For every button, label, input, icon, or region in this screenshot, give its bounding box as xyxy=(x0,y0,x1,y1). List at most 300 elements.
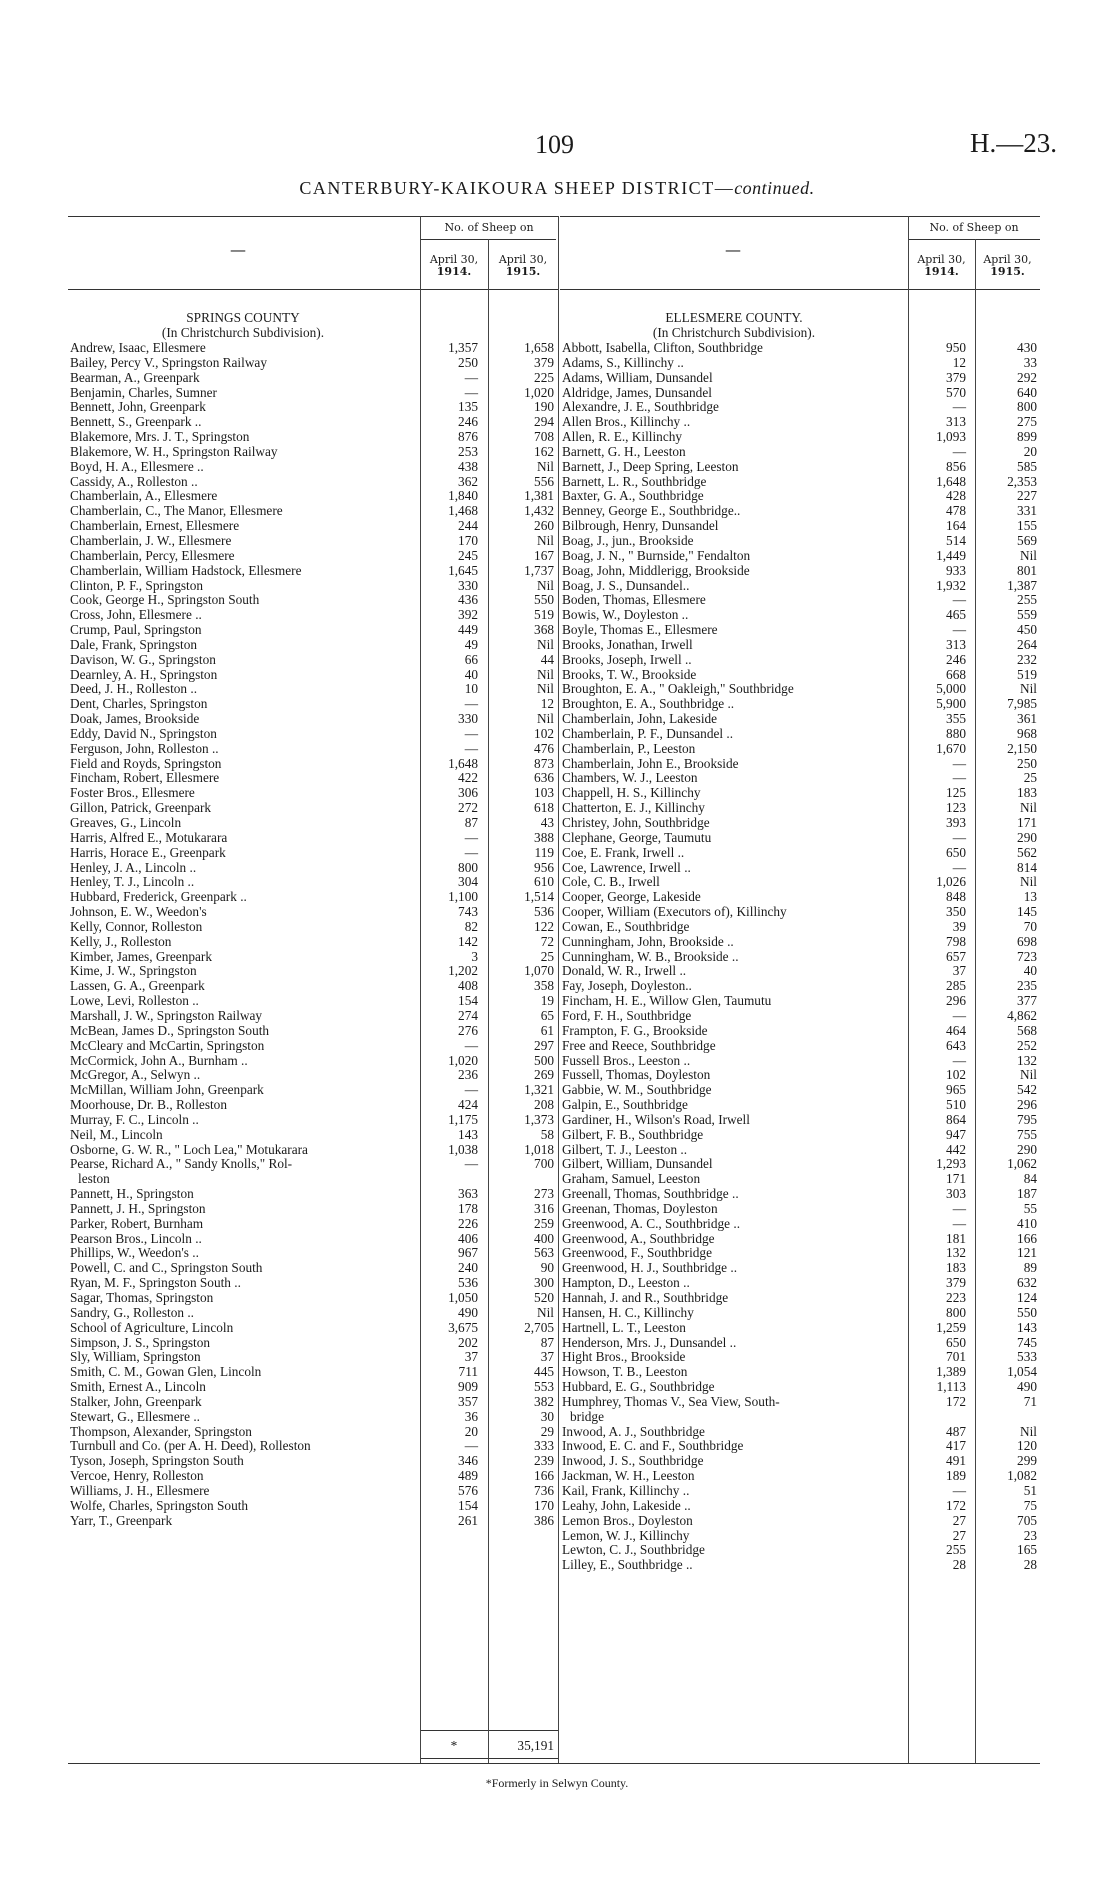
right-row xyxy=(562,355,1040,370)
right-value-1914: 296 xyxy=(946,993,966,1009)
left-value-1914: 82 xyxy=(464,918,478,934)
right-value-1915: 70 xyxy=(1023,918,1037,934)
right-value-1914: 350 xyxy=(946,904,966,920)
right-name: Fussell, Thomas, Doyleston xyxy=(562,1067,711,1083)
right-name: Boag, J., jun., Brookside xyxy=(562,532,694,548)
right-value-1914: 5,900 xyxy=(936,696,966,712)
right-name: Kail, Frank, Killinchy .. xyxy=(562,1482,690,1498)
title-main: CANTERBURY-KAIKOURA SHEEP DISTRICT— xyxy=(299,178,735,198)
left-row xyxy=(70,1245,558,1260)
right-value-1914: 39 xyxy=(952,918,966,934)
right-value-1915: 490 xyxy=(1017,1379,1037,1395)
left-value-1915: 58 xyxy=(540,1126,554,1142)
right-row xyxy=(562,1112,1040,1127)
right-name: Broughton, E. A., Southbridge .. xyxy=(562,696,735,712)
left-name: Williams, J. H., Ellesmere xyxy=(70,1482,210,1498)
left-name: Foster Bros., Ellesmere xyxy=(70,785,195,801)
left-row xyxy=(70,1008,558,1023)
left-name: Chamberlain, Percy, Ellesmere xyxy=(70,547,235,563)
left-name: Field and Royds, Springston xyxy=(70,755,222,771)
left-row xyxy=(70,1216,558,1231)
right-name: Hampton, D., Leeston .. xyxy=(562,1275,690,1291)
right-row xyxy=(562,785,1040,800)
right-value-1915: 430 xyxy=(1017,340,1037,355)
right-value-1915: 132 xyxy=(1017,1052,1037,1068)
left-value-1914: 240 xyxy=(458,1260,478,1276)
left-value-1914: 1,100 xyxy=(448,889,478,905)
right-name: Alexandre, J. E., Southbridge xyxy=(562,399,719,415)
left-name: Stalker, John, Greenpark xyxy=(70,1393,202,1409)
right-value-1914: 1,670 xyxy=(936,740,966,756)
left-value-1914: — xyxy=(464,696,478,712)
left-value-1915: 379 xyxy=(534,354,554,370)
right-value-1915: 165 xyxy=(1017,1542,1037,1558)
right-value-1915: 331 xyxy=(1017,503,1037,519)
right-value-1914: 172 xyxy=(946,1393,966,1409)
right-value-1915: 166 xyxy=(1017,1230,1037,1246)
right-name: Chatterton, E. J., Killinchy xyxy=(562,800,705,816)
left-value-1914: 576 xyxy=(458,1482,478,1498)
right-row xyxy=(562,533,1040,548)
right-value-1915: 171 xyxy=(1017,815,1037,830)
right-name: Ford, F. H., Southbridge xyxy=(562,1007,692,1023)
left-value-1914: 66 xyxy=(464,651,478,667)
left-value-1914: 489 xyxy=(458,1468,478,1484)
right-row xyxy=(562,1201,1040,1216)
right-value-1915: 28 xyxy=(1023,1557,1037,1573)
right-name: Hartnell, L. T., Leeston xyxy=(562,1319,686,1335)
left-value-1915: Nil xyxy=(537,532,554,548)
right-value-1914: 1,932 xyxy=(936,577,966,593)
left-value-1914: 536 xyxy=(458,1275,478,1291)
right-value-1915: 121 xyxy=(1017,1245,1037,1261)
left-value-1914: 1,357 xyxy=(448,340,478,355)
left-row xyxy=(70,756,558,771)
left-name: Moorhouse, Dr. B., Rolleston xyxy=(70,1097,227,1113)
left-value-1915: 65 xyxy=(540,1007,554,1023)
left-row xyxy=(70,607,558,622)
left-value-1914: 261 xyxy=(458,1512,478,1528)
right-row xyxy=(562,1528,1040,1543)
left-value-1914: 306 xyxy=(458,785,478,801)
left-value-1915: 445 xyxy=(534,1364,554,1380)
right-value-1915: 227 xyxy=(1017,488,1037,504)
right-name: Chambers, W. J., Leeston xyxy=(562,770,698,786)
right-row xyxy=(562,1023,1040,1038)
left-value-1915: 956 xyxy=(534,859,554,875)
right-value-1914: 510 xyxy=(946,1097,966,1113)
rule-head-right xyxy=(560,289,1040,290)
left-value-1915: 618 xyxy=(534,800,554,816)
right-row xyxy=(562,1053,1040,1068)
left-name: Davison, W. G., Springston xyxy=(70,651,216,667)
left-header-dash: — xyxy=(230,240,246,259)
left-value-1914: — xyxy=(464,1156,478,1172)
right-row xyxy=(562,518,1040,533)
right-value-1914: 1,449 xyxy=(936,547,966,563)
right-value-1915: 296 xyxy=(1017,1097,1037,1113)
left-row xyxy=(70,1379,558,1394)
left-row xyxy=(70,1082,558,1097)
left-value-1915: 167 xyxy=(534,547,554,563)
right-row xyxy=(562,1127,1040,1142)
left-value-1915: 103 xyxy=(534,785,554,801)
right-row xyxy=(562,889,1040,904)
left-name: Phillips, W., Weedon's .. xyxy=(70,1245,199,1261)
left-row xyxy=(70,904,558,919)
right-name: Greenwood, A. C., Southbridge .. xyxy=(562,1215,741,1231)
left-name: Dearnley, A. H., Springston xyxy=(70,666,218,682)
right-value-1915: 25 xyxy=(1023,770,1037,786)
left-name: Johnson, E. W., Weedon's xyxy=(70,904,207,920)
left-name: Kelly, J., Rolleston xyxy=(70,933,172,949)
right-row xyxy=(562,949,1040,964)
left-row xyxy=(70,1453,558,1468)
left-name: Tyson, Joseph, Springston South xyxy=(70,1453,244,1469)
left-value-1915: Nil xyxy=(537,458,554,474)
left-row xyxy=(70,800,558,815)
right-row xyxy=(562,503,1040,518)
left-name: Cook, George H., Springston South xyxy=(70,592,260,608)
right-row xyxy=(562,756,1040,771)
right-row xyxy=(562,607,1040,622)
right-value-1915: Nil xyxy=(1020,1067,1037,1083)
left-col1-line1: April 30, xyxy=(429,253,479,266)
left-value-1915: 1,514 xyxy=(524,889,554,905)
right-row xyxy=(562,1557,1040,1572)
left-name: McGregor, A., Selwyn .. xyxy=(70,1067,201,1083)
left-name: Chamberlain, J. W., Ellesmere xyxy=(70,532,232,548)
left-value-1915: 500 xyxy=(534,1052,554,1068)
left-name: Gillon, Patrick, Greenpark xyxy=(70,800,212,816)
left-row xyxy=(70,548,558,563)
right-name: Fay, Joseph, Doyleston.. xyxy=(562,978,692,994)
left-value-1914: 20 xyxy=(464,1423,478,1439)
right-name: Coe, Lawrence, Irwell .. xyxy=(562,859,691,875)
right-value-1915: Nil xyxy=(1020,681,1037,697)
left-name: Powell, C. and C., Springston South xyxy=(70,1260,263,1276)
left-name: School of Agriculture, Lincoln xyxy=(70,1319,234,1335)
right-value-1914: 487 xyxy=(946,1423,966,1439)
right-row xyxy=(562,340,1040,355)
left-value-1914: 236 xyxy=(458,1067,478,1083)
left-name: Greaves, G., Lincoln xyxy=(70,815,182,830)
left-name: McBean, James D., Springston South xyxy=(70,1022,270,1038)
right-value-1915: 143 xyxy=(1017,1319,1037,1335)
right-value-1915: 1,082 xyxy=(1007,1468,1037,1484)
right-name: Benney, George E., Southbridge.. xyxy=(562,503,741,519)
right-value-1914: — xyxy=(952,1200,966,1216)
right-value-1914: 950 xyxy=(946,340,966,355)
right-value-1914: — xyxy=(952,1482,966,1498)
right-value-1914: 27 xyxy=(952,1527,966,1543)
right-value-1914: — xyxy=(952,1215,966,1231)
right-value-1914: 285 xyxy=(946,978,966,994)
left-value-1914: 253 xyxy=(458,443,478,459)
right-row xyxy=(562,1290,1040,1305)
right-value-1914: 1,093 xyxy=(936,429,966,445)
left-value-1915: 61 xyxy=(540,1022,554,1038)
right-name: Howson, T. B., Leeston xyxy=(562,1364,688,1380)
left-value-1914: 422 xyxy=(458,770,478,786)
left-value-1914: 876 xyxy=(458,429,478,445)
right-value-1914: 12 xyxy=(952,354,966,370)
right-name: Gilbert, William, Dunsandel xyxy=(562,1156,713,1172)
left-row xyxy=(70,1320,558,1335)
left-value-1915: 87 xyxy=(540,1334,554,1350)
right-value-1915: 1,054 xyxy=(1007,1364,1037,1380)
page-title xyxy=(0,178,1114,199)
left-name: Doak, James, Brookside xyxy=(70,711,200,727)
right-value-1915: Nil xyxy=(1020,547,1037,563)
left-name: Simpson, J. S., Springston xyxy=(70,1334,211,1350)
right-row xyxy=(562,741,1040,756)
right-value-1915: 71 xyxy=(1023,1393,1037,1409)
left-value-1914: — xyxy=(464,829,478,845)
right-value-1915: 968 xyxy=(1017,725,1037,741)
left-row xyxy=(70,592,558,607)
right-name: Cole, C. B., Irwell xyxy=(562,874,660,890)
left-subsection-title: (In Christchurch Subdivision). xyxy=(161,325,325,340)
left-value-1914: 330 xyxy=(458,711,478,727)
left-row xyxy=(70,503,558,518)
left-value-1914: 424 xyxy=(458,1097,478,1113)
right-name: Christey, John, Southbridge xyxy=(562,815,710,830)
right-row xyxy=(562,800,1040,815)
right-value-1914: — xyxy=(952,859,966,875)
right-value-1915: 533 xyxy=(1017,1349,1037,1365)
left-value-1914: 490 xyxy=(458,1304,478,1320)
right-value-1914: 379 xyxy=(946,369,966,385)
left-name: Boyd, H. A., Ellesmere .. xyxy=(70,458,204,474)
left-value-1914: 743 xyxy=(458,904,478,920)
left-row xyxy=(70,637,558,652)
right-row xyxy=(562,726,1040,741)
left-value-1914: 1,840 xyxy=(448,488,478,504)
right-row xyxy=(562,1320,1040,1335)
right-value-1914: 864 xyxy=(946,1111,966,1127)
left-row xyxy=(70,622,558,637)
right-value-1915: 7,985 xyxy=(1007,696,1037,712)
right-value-1915: 361 xyxy=(1017,711,1037,727)
right-row xyxy=(562,993,1040,1008)
right-row xyxy=(562,592,1040,607)
right-row xyxy=(562,1038,1040,1053)
left-name: Ryan, M. F., Springston South .. xyxy=(70,1275,241,1291)
left-row xyxy=(70,874,558,889)
left-value-1914: 800 xyxy=(458,859,478,875)
left-name: Murray, F. C., Lincoln .. xyxy=(70,1111,199,1127)
right-row xyxy=(562,414,1040,429)
left-name: Sagar, Thomas, Springston xyxy=(70,1290,214,1305)
right-row xyxy=(562,1171,1040,1186)
right-row xyxy=(562,845,1040,860)
left-name: Harris, Alfred E., Motukarara xyxy=(70,829,228,845)
right-row xyxy=(562,1424,1040,1439)
left-row xyxy=(70,1156,558,1171)
right-value-1915: 723 xyxy=(1017,948,1037,964)
left-value-1914: — xyxy=(464,1037,478,1053)
right-value-1915: 187 xyxy=(1017,1186,1037,1202)
right-value-1914: 1,648 xyxy=(936,473,966,489)
right-value-1914: 800 xyxy=(946,1304,966,1320)
left-row xyxy=(70,385,558,400)
left-value-1914: 272 xyxy=(458,800,478,816)
right-name: Aldridge, James, Dunsandel xyxy=(562,384,712,400)
right-name: Chamberlain, P., Leeston xyxy=(562,740,696,756)
left-value-1915: Nil xyxy=(537,666,554,682)
left-name: Pearse, Richard A., " Sandy Knolls," Rol- xyxy=(70,1156,293,1172)
right-value-1915: 899 xyxy=(1017,429,1037,445)
left-name: McMillan, William John, Greenpark xyxy=(70,1082,264,1098)
right-section-title: ELLESMERE COUNTY. xyxy=(665,310,803,325)
right-row xyxy=(562,934,1040,949)
right-row xyxy=(562,444,1040,459)
right-name: Frampton, F. G., Brookside xyxy=(562,1022,708,1038)
left-row xyxy=(70,741,558,756)
right-value-1914: 442 xyxy=(946,1141,966,1157)
right-header-dash: — xyxy=(725,240,741,259)
right-value-1915: 299 xyxy=(1017,1453,1037,1469)
left-value-1915: 29 xyxy=(540,1423,554,1439)
left-header-group: No. of Sheep on xyxy=(444,221,534,234)
left-name: Ferguson, John, Rolleston .. xyxy=(70,740,219,756)
right-col2-line1: April 30, xyxy=(983,253,1032,266)
right-row xyxy=(562,904,1040,919)
right-name: Brooks, T. W., Brookside xyxy=(562,666,697,682)
right-row xyxy=(562,919,1040,934)
right-name: Barnett, G. H., Leeston xyxy=(562,443,686,459)
title-italic: continued. xyxy=(734,178,815,198)
right-row xyxy=(562,548,1040,563)
left-value-1914: 178 xyxy=(458,1200,478,1216)
left-value-1915: 1,070 xyxy=(524,963,554,979)
right-value-1914: 1,389 xyxy=(936,1364,966,1380)
right-name: Coe, E. Frank, Irwell .. xyxy=(562,844,685,860)
left-value-1915: 269 xyxy=(534,1067,554,1083)
right-name: Fincham, H. E., Willow Glen, Taumutu xyxy=(562,993,772,1009)
left-value-1914: 250 xyxy=(458,354,478,370)
right-name: Fussell Bros., Leeston .. xyxy=(562,1052,691,1068)
left-value-1915: 382 xyxy=(534,1393,554,1409)
right-row xyxy=(562,459,1040,474)
right-value-1915: 232 xyxy=(1017,651,1037,667)
right-name: Chamberlain, John E., Brookside xyxy=(562,755,739,771)
right-row xyxy=(562,1409,1040,1424)
left-row xyxy=(70,993,558,1008)
left-table xyxy=(70,340,558,1528)
right-name: Allen Bros., Killinchy .. xyxy=(562,414,691,430)
right-value-1914: — xyxy=(952,1007,966,1023)
left-value-1915: 1,658 xyxy=(524,340,554,355)
right-value-1915: 2,150 xyxy=(1007,740,1037,756)
right-value-1915: 585 xyxy=(1017,458,1037,474)
left-value-1915: 259 xyxy=(534,1215,554,1231)
right-value-1915: 795 xyxy=(1017,1111,1037,1127)
left-value-1914: 135 xyxy=(458,399,478,415)
right-value-1914: 650 xyxy=(946,844,966,860)
right-value-1914: 102 xyxy=(946,1067,966,1083)
left-row xyxy=(70,370,558,385)
left-value-1915: 300 xyxy=(534,1275,554,1291)
right-value-1914: 171 xyxy=(946,1171,966,1187)
left-row xyxy=(70,1275,558,1290)
left-name: Lassen, G. A., Greenpark xyxy=(70,978,205,994)
left-row xyxy=(70,978,558,993)
right-value-1915: Nil xyxy=(1020,874,1037,890)
left-name: Cassidy, A., Rolleston .. xyxy=(70,473,198,489)
left-row xyxy=(70,1409,558,1424)
left-value-1914: 3 xyxy=(471,948,478,964)
right-subsection-title: (In Christchurch Subdivision). xyxy=(652,325,816,340)
right-value-1914: 491 xyxy=(946,1453,966,1469)
right-name: Boyle, Thomas E., Ellesmere xyxy=(562,622,718,638)
right-value-1915: 290 xyxy=(1017,829,1037,845)
left-value-1914: 143 xyxy=(458,1126,478,1142)
left-name: Osborne, G. W. R., " Loch Lea," Motukarara xyxy=(70,1141,308,1157)
left-value-1914: 1,020 xyxy=(448,1052,478,1068)
left-row xyxy=(70,355,558,370)
left-value-1915: 273 xyxy=(534,1186,554,1202)
left-value-1915: 297 xyxy=(534,1037,554,1053)
left-value-1914: 438 xyxy=(458,458,478,474)
right-row xyxy=(562,1245,1040,1260)
right-col1-line2: 1914. xyxy=(924,265,959,278)
right-name: Hansen, H. C., Killinchy xyxy=(562,1304,694,1320)
left-name: Clinton, P. F., Springston xyxy=(70,577,204,593)
left-row xyxy=(70,1305,558,1320)
right-row xyxy=(562,874,1040,889)
left-value-1915: 556 xyxy=(534,473,554,489)
left-value-1914: 36 xyxy=(464,1408,478,1424)
right-value-1915: Nil xyxy=(1020,800,1037,816)
right-name: Barnett, L. R., Southbridge xyxy=(562,473,707,489)
right-row xyxy=(562,1186,1040,1201)
left-value-1914: 1,202 xyxy=(448,963,478,979)
left-row xyxy=(70,340,558,355)
right-name: Cooper, William (Executors of), Killinchy xyxy=(562,904,787,920)
left-value-1914: 276 xyxy=(458,1022,478,1038)
right-row xyxy=(562,1067,1040,1082)
right-name: Greenan, Thomas, Doyleston xyxy=(562,1200,718,1216)
left-row xyxy=(70,934,558,949)
left-name: Kimber, James, Greenpark xyxy=(70,948,212,964)
left-value-1914: 1,175 xyxy=(448,1111,478,1127)
left-name: Thompson, Alexander, Springston xyxy=(70,1423,252,1439)
left-value-1915: 19 xyxy=(540,993,554,1009)
right-value-1914: 164 xyxy=(946,518,966,534)
right-value-1915: 124 xyxy=(1017,1290,1037,1305)
right-col2-line2: 1915. xyxy=(990,265,1025,278)
left-value-1915: 166 xyxy=(534,1468,554,1484)
right-name: Abbott, Isabella, Clifton, Southbridge xyxy=(562,340,763,355)
left-name: Sandry, G., Rolleston .. xyxy=(70,1304,194,1320)
left-value-1915: 316 xyxy=(534,1200,554,1216)
left-value-1914: — xyxy=(464,384,478,400)
left-value-1914: 392 xyxy=(458,607,478,623)
right-value-1915: 801 xyxy=(1017,562,1037,578)
rule-group-right xyxy=(908,239,1040,240)
right-value-1915: 705 xyxy=(1017,1512,1037,1528)
left-name: Fincham, Robert, Ellesmere xyxy=(70,770,220,786)
left-row xyxy=(70,1023,558,1038)
left-name: Henley, T. J., Lincoln .. xyxy=(70,874,195,890)
right-header-group: No. of Sheep on xyxy=(929,221,1019,234)
left-value-1915: 225 xyxy=(534,369,554,385)
right-row xyxy=(562,1216,1040,1231)
right-name: Humphrey, Thomas V., Sea View, South- xyxy=(562,1393,780,1409)
left-value-1914: 170 xyxy=(458,532,478,548)
